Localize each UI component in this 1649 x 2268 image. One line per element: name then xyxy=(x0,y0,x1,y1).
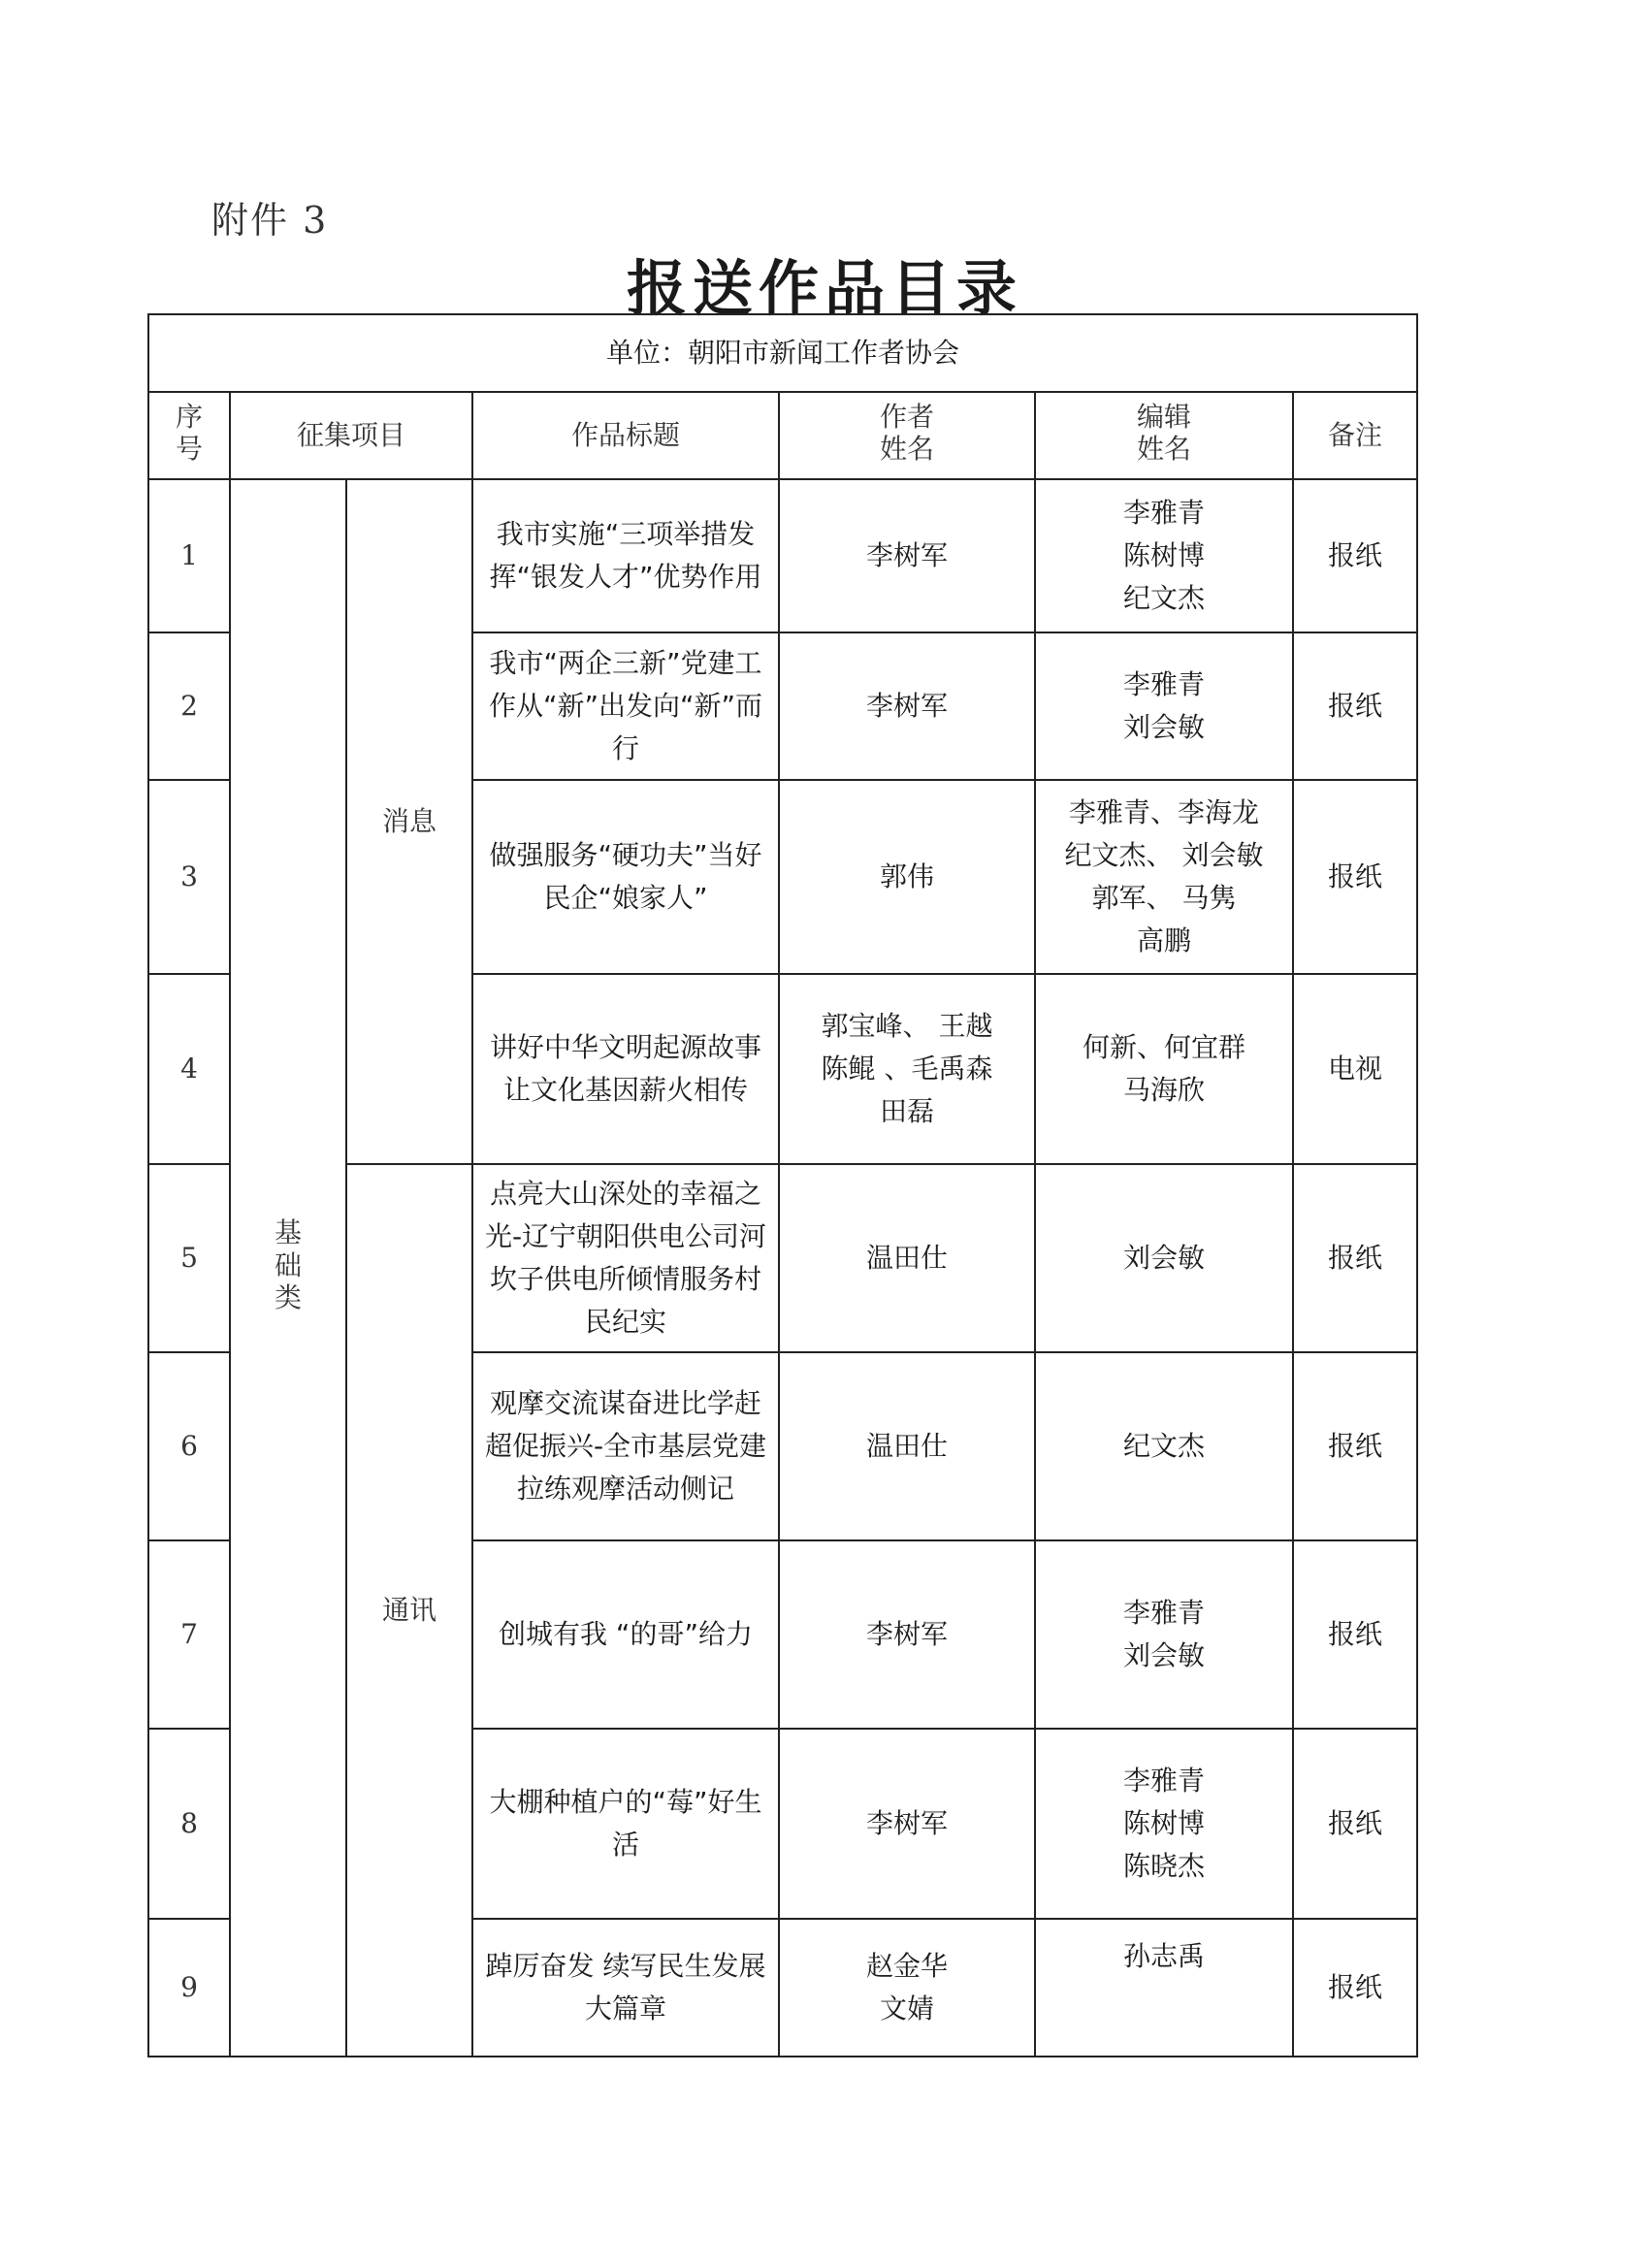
row-number: 4 xyxy=(148,974,230,1164)
subcategory-report: 通讯 xyxy=(346,1164,472,2057)
header-author: 作者姓名 xyxy=(779,392,1035,479)
note-cell: 报纸 xyxy=(1293,479,1417,632)
author-names: 温田仕 xyxy=(779,1352,1035,1540)
work-title: 创城有我 “的哥”给力 xyxy=(472,1540,779,1729)
note-cell: 报纸 xyxy=(1293,1352,1417,1540)
unit-name: 单位：朝阳市新闻工作者协会 xyxy=(148,314,1417,392)
table-row xyxy=(148,479,1417,632)
note-cell: 报纸 xyxy=(1293,1729,1417,1919)
row-number: 5 xyxy=(148,1164,230,1352)
editor-names: 李雅青、李海龙 纪文杰、 刘会敏 郭军、 马隽 高鹏 xyxy=(1035,780,1293,974)
editor-names: 李雅青 刘会敏 xyxy=(1035,1540,1293,1729)
work-title: 做强服务“硬功夫”当好民企“娘家人” xyxy=(472,780,779,974)
editor-names: 刘会敏 xyxy=(1035,1164,1293,1352)
editor-names: 李雅青 陈树博 纪文杰 xyxy=(1035,479,1293,632)
header-row xyxy=(148,392,1417,479)
header-project: 征集项目 xyxy=(230,392,472,479)
note-cell: 报纸 xyxy=(1293,1919,1417,2057)
work-title: 观摩交流谋奋进比学赶超促振兴-全市基层党建拉练观摩活动侧记 xyxy=(472,1352,779,1540)
header-editor: 编辑姓名 xyxy=(1035,392,1293,479)
note-cell: 报纸 xyxy=(1293,1540,1417,1729)
unit-row xyxy=(148,314,1417,392)
author-names: 李树军 xyxy=(779,1540,1035,1729)
work-title: 我市实施“三项举措发挥“银发人才”优势作用 xyxy=(472,479,779,632)
author-names: 李树军 xyxy=(779,632,1035,780)
works-catalog-table xyxy=(147,313,1418,2057)
author-names: 李树军 xyxy=(779,1729,1035,1919)
note-cell: 电视 xyxy=(1293,974,1417,1164)
author-names: 郭宝峰、 王越 陈鲲 、毛禹森 田磊 xyxy=(779,974,1035,1164)
row-number: 6 xyxy=(148,1352,230,1540)
header-work-title: 作品标题 xyxy=(472,392,779,479)
author-names: 李树军 xyxy=(779,479,1035,632)
editor-names: 李雅青 刘会敏 xyxy=(1035,632,1293,780)
work-title: 踔厉奋发 续写民生发展大篇章 xyxy=(472,1919,779,2057)
note-cell: 报纸 xyxy=(1293,632,1417,780)
work-title: 大棚种植户的“莓”好生活 xyxy=(472,1729,779,1919)
author-names: 温田仕 xyxy=(779,1164,1035,1352)
work-title: 点亮大山深处的幸福之光-辽宁朝阳供电公司河坎子供电所倾情服务村民纪实 xyxy=(472,1164,779,1352)
editor-names: 何新、何宜群 马海欣 xyxy=(1035,974,1293,1164)
header-no: 序号 xyxy=(148,392,230,479)
document-title: 报送作品目录 xyxy=(626,253,1022,324)
author-names: 郭伟 xyxy=(779,780,1035,974)
row-number: 2 xyxy=(148,632,230,780)
work-title: 讲好中华文明起源故事 让文化基因薪火相传 xyxy=(472,974,779,1164)
editor-names: 纪文杰 xyxy=(1035,1352,1293,1540)
author-names: 赵金华 文婧 xyxy=(779,1919,1035,2057)
row-number: 7 xyxy=(148,1540,230,1729)
work-title: 我市“两企三新”党建工作从“新”出发向“新”而行 xyxy=(472,632,779,780)
attachment-label: 附件 3 xyxy=(211,199,329,242)
row-number: 1 xyxy=(148,479,230,632)
subcategory-news: 消息 xyxy=(346,479,472,1164)
editor-names: 孙志禹 xyxy=(1035,1919,1293,2057)
note-cell: 报纸 xyxy=(1293,780,1417,974)
row-number: 3 xyxy=(148,780,230,974)
note-cell: 报纸 xyxy=(1293,1164,1417,1352)
row-number: 9 xyxy=(148,1919,230,2057)
category-cell: 基础类 xyxy=(230,479,346,2057)
editor-names: 李雅青 陈树博 陈晓杰 xyxy=(1035,1729,1293,1919)
header-note: 备注 xyxy=(1293,392,1417,479)
row-number: 8 xyxy=(148,1729,230,1919)
